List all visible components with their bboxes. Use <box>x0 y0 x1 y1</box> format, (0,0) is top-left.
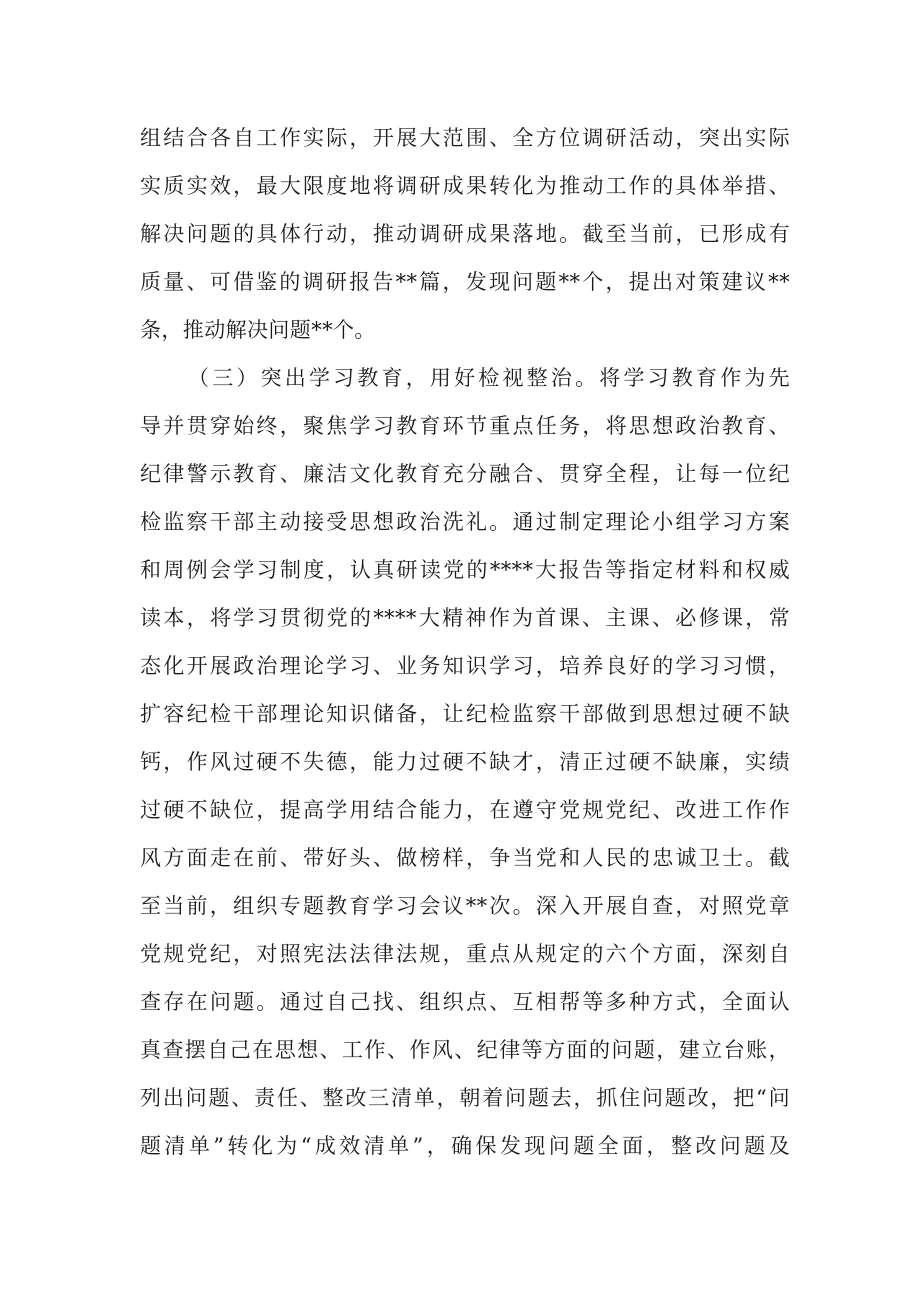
text-line: 风方面走在前、带好头、做榜样，争当党和人民的忠诚卫士。截 <box>140 846 790 870</box>
section-heading-line: （三）突出学习教育，用好检视整治。将学习教育作为先 <box>188 366 790 390</box>
text-line: 解决问题的具体行动，推动调研成果落地。截至当前，已形成有 <box>140 222 790 246</box>
text-line: 组结合各自工作实际，开展大范围、全方位调研活动，突出实际 <box>140 126 790 150</box>
text-line: 和周例会学习制度，认真研读党的****大报告等指定材料和权威 <box>140 558 790 582</box>
text-line: 列出问题、责任、整改三清单，朝着问题去，抓住问题改，把“问 <box>140 1086 790 1110</box>
text-line: 导并贯穿始终，聚焦学习教育环节重点任务，将思想政治教育、 <box>140 414 790 438</box>
text-line: 实质实效，最大限度地将调研成果转化为推动工作的具体举措、 <box>140 174 790 198</box>
text-line: 至当前，组织专题教育学习会议**次。深入开展自查，对照党章 <box>140 894 790 918</box>
text-line: 过硬不缺位，提高学用结合能力，在遵守党规党纪、改进工作作 <box>140 798 790 822</box>
text-line: 党规党纪，对照宪法法律法规，重点从规定的六个方面，深刻自 <box>140 942 790 966</box>
body-text <box>140 114 790 1170</box>
text-line: 态化开展政治理论学习、业务知识学习，培养良好的学习习惯， <box>140 654 790 678</box>
text-line: 纪律警示教育、廉洁文化教育充分融合、贯穿全程，让每一位纪 <box>140 462 790 486</box>
text-line: 读本，将学习贯彻党的****大精神作为首课、主课、必修课，常 <box>140 606 790 630</box>
text-line: 真查摆自己在思想、工作、作风、纪律等方面的问题，建立台账， <box>140 1038 790 1062</box>
paragraph-end-line: 条，推动解决问题**个。 <box>140 318 376 342</box>
text-line: 查存在问题。通过自己找、组织点、互相帮等多种方式，全面认 <box>140 990 790 1014</box>
text-line: 钙，作风过硬不失德，能力过硬不缺才，清正过硬不缺廉，实绩 <box>140 750 790 774</box>
text-line: 检监察干部主动接受思想政治洗礼。通过制定理论小组学习方案 <box>140 510 790 534</box>
text-line: 题清单”转化为“成效清单”，确保发现问题全面，整改问题及 <box>140 1134 790 1158</box>
text-line: 质量、可借鉴的调研报告**篇，发现问题**个，提出对策建议** <box>140 270 790 294</box>
text-line: 扩容纪检干部理论知识储备，让纪检监察干部做到思想过硬不缺 <box>140 702 790 726</box>
